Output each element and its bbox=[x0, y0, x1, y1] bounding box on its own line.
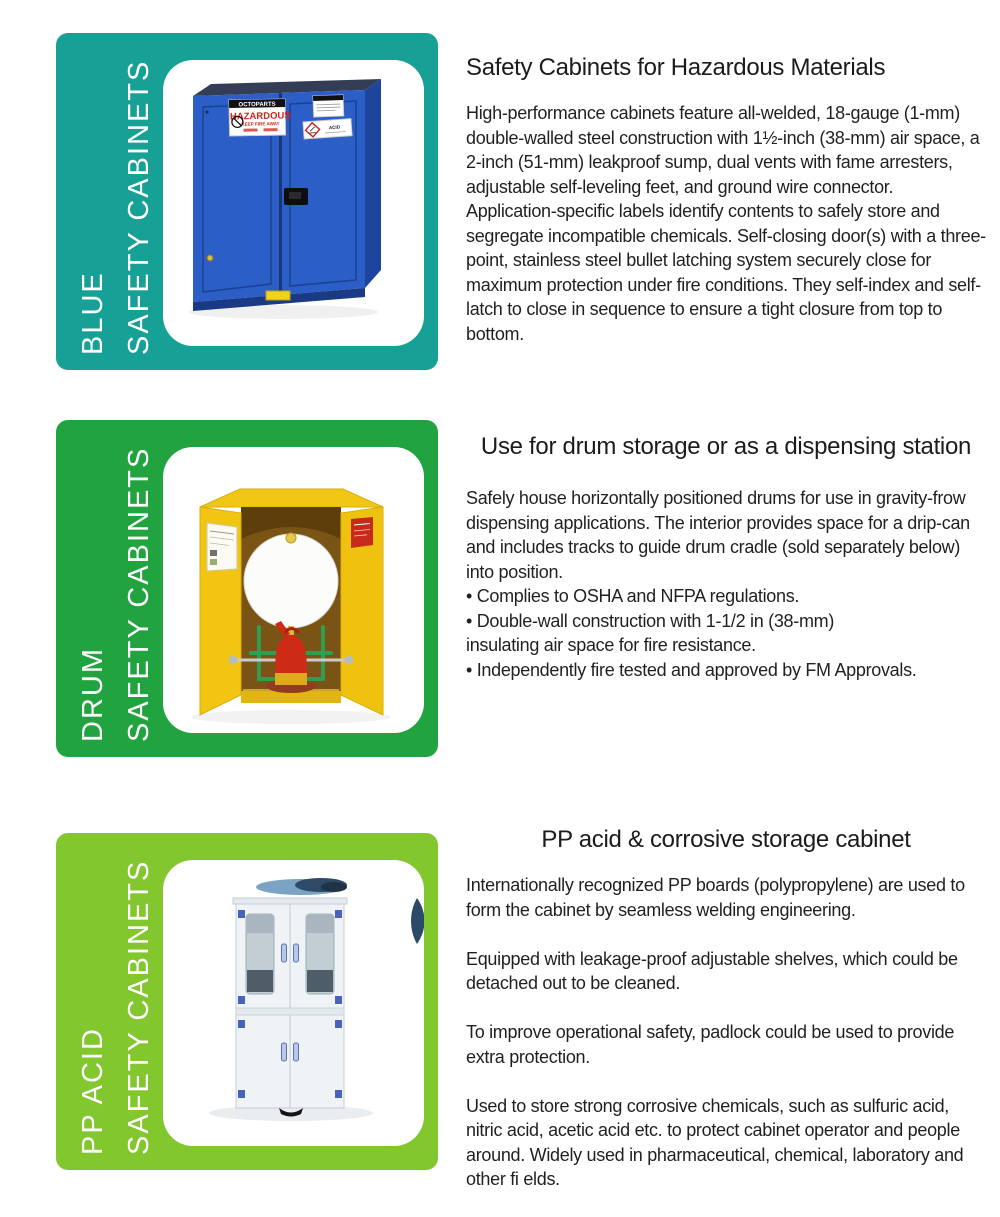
body-paragraph: Equipped with leakage-proof adjustable shelves, which could be detached out to be cleaned. bbox=[466, 948, 958, 993]
body-paragraph: High-performance cabinets feature all-welded, 18-gauge (1-mm) double-walled steel construction with 1½-inch (38-mm) air space, a 2-inch (51-mm) leakproof sump, dual vents with fame arresters, adjustable self-leveling feet, and ground wire connector. Application-specific labels identify contents to safely store and segregate incompatible chemicals. Self-closing door(s) with a three-point, stainless steel bullet latching system securely close for maximum protection under fire conditions. They self-index and self-latch to close in sequence to ensure a tight closure from top to bottom. bbox=[466, 103, 986, 344]
warning-sub-text: KEEP FIRE AWAY bbox=[241, 121, 280, 127]
body-paragraph: To improve operational safety, padlock could be used to provide extra protection. bbox=[466, 1022, 955, 1067]
body-paragraph: Internationally recognized PP boards (polypropylene) are used to form the cabinet by seamless welding engineering. bbox=[466, 875, 965, 920]
blurred-object bbox=[256, 878, 347, 895]
section-blue-safety-cabinets bbox=[0, 33, 1000, 370]
bullet-line: • Independently fire tested and approved by FM Approvals. bbox=[466, 659, 917, 680]
acid-label bbox=[303, 119, 352, 139]
door-window bbox=[306, 914, 334, 994]
panel-label-blue bbox=[70, 49, 162, 355]
text-column-pp-acid bbox=[466, 826, 986, 1192]
drum-panel bbox=[56, 420, 438, 757]
warning-text: HAZARDOUS bbox=[229, 110, 291, 123]
body-paragraph: Used to store strong corrosive chemicals, such as sulfuric acid, nitric acid, acetic acid etc. to protect cabinet operator and people around. Widely used in pharmaceutical, chemical, laboratory and other fi elds. bbox=[466, 1095, 964, 1189]
pp-cabinet-illustration bbox=[163, 860, 424, 1146]
door-warning-label bbox=[351, 517, 373, 548]
blue-hazmat-cabinet-photo bbox=[163, 60, 424, 346]
panel-label-line1: DRUM bbox=[77, 647, 109, 742]
photo-edge-artifact bbox=[411, 898, 424, 944]
pp-acid-cabinet-photo bbox=[163, 860, 424, 1146]
section-pp-acid-safety-cabinets bbox=[0, 826, 1000, 1189]
acid-text: ACID bbox=[328, 124, 341, 131]
text-column-drum bbox=[466, 420, 986, 682]
cabinet-shadow bbox=[191, 710, 391, 724]
text-column-blue bbox=[466, 33, 986, 346]
panel-label-line2: SAFETY CABINETS bbox=[123, 59, 155, 355]
bullet-line: • Double-wall construction with 1-1/2 in (38-mm) bbox=[466, 610, 835, 631]
spec-label bbox=[313, 95, 344, 117]
yellow-tag bbox=[266, 291, 290, 300]
drum bbox=[244, 534, 338, 628]
yellow-drum-cabinet bbox=[200, 489, 383, 715]
hazardous-label bbox=[229, 99, 291, 136]
brand-text: OCTOPARTS bbox=[238, 101, 276, 109]
blue-panel bbox=[56, 33, 438, 370]
section-body bbox=[466, 101, 986, 346]
section-body bbox=[466, 486, 986, 682]
pp-acid-panel bbox=[56, 833, 438, 1170]
panel-label-line1: PP ACID bbox=[77, 1027, 109, 1155]
drum-storage-cabinet-photo bbox=[163, 447, 424, 733]
section-body bbox=[466, 873, 986, 1192]
bullet-continuation-line: insulating air space for fire resistance. bbox=[466, 635, 756, 655]
panel-label-pp-acid bbox=[70, 849, 162, 1155]
panel-label-line2: SAFETY CABINETS bbox=[123, 446, 155, 742]
door-window bbox=[246, 914, 274, 994]
section-title: Safety Cabinets for Hazardous Materials bbox=[466, 54, 886, 81]
panel-label-line1: BLUE bbox=[77, 271, 109, 355]
pp-cabinet bbox=[233, 898, 347, 1117]
vent-plug bbox=[207, 255, 213, 261]
panel-label-line2: SAFETY CABINETS bbox=[123, 859, 155, 1155]
section-title: PP acid & corrosive storage cabinet bbox=[541, 826, 911, 853]
section-title: Use for drum storage or as a dispensing station bbox=[480, 433, 972, 460]
panel-label-drum bbox=[70, 436, 162, 742]
bullet-line: • Complies to OSHA and NFPA regulations. bbox=[466, 586, 800, 606]
body-paragraph: Safely house horizontally positioned drums for use in gravity-frow dispensing applications. The interior provides space for a drip-can and includes tracks to guide drum cradle (sold separately below) into position. bbox=[466, 488, 970, 582]
blue-cabinet-illustration bbox=[163, 60, 424, 346]
section-drum-safety-cabinets bbox=[0, 420, 1000, 757]
drum-cabinet-illustration bbox=[163, 447, 424, 733]
